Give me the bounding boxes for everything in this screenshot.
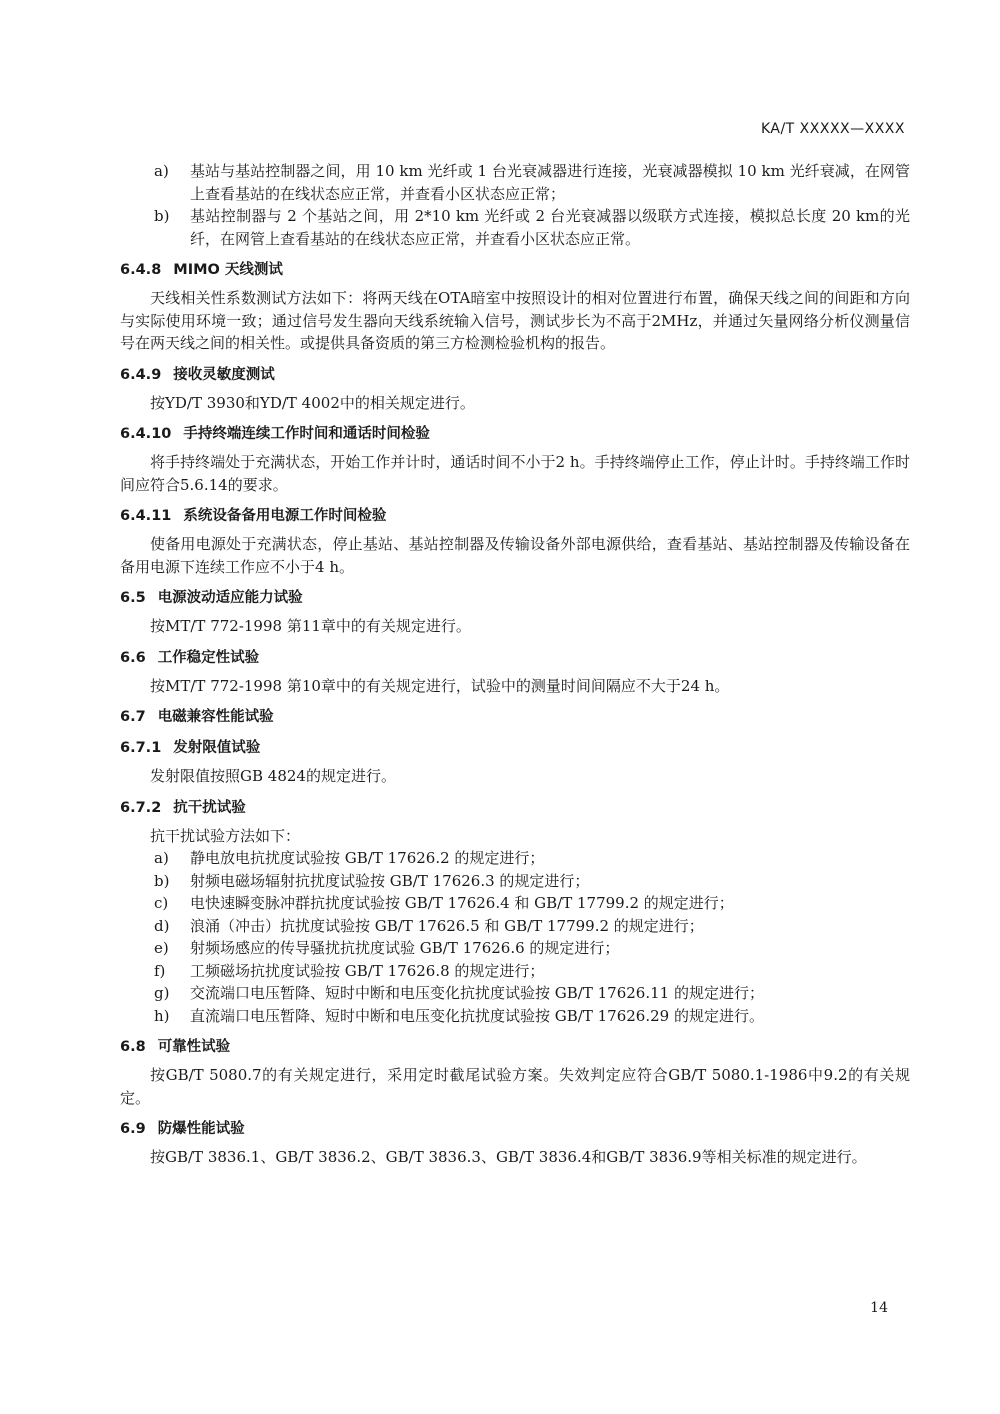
section-paragraph: 按GB/T 3836.1、GB/T 3836.2、GB/T 3836.3、GB/T 3836.4和GB/T 3836.9等相关标准的规定进行。 <box>150 1148 867 1166</box>
section-title: 发射限值试验 <box>173 740 261 756</box>
section-number: 6.5 <box>120 590 146 606</box>
list-marker: d) <box>154 916 170 935</box>
section-title: 可靠性试验 <box>157 1039 231 1055</box>
list-text: 交流端口电压暂降、短时中断和电压变化抗扰度试验按 GB/T 17626.11 的规定进行； <box>190 984 764 1002</box>
section-number: 6.9 <box>120 1121 146 1137</box>
section-paragraph: 使备用电源处于充满状态，停止基站、基站控制器及传输设备外部电源供给，查看基站、基站控制器及传输设备在备用电源下连续工作应不小于4 h。 <box>120 535 910 576</box>
section-heading <box>120 647 910 669</box>
section-title: MIMO 天线测试 <box>173 262 283 278</box>
section-heading <box>120 259 910 281</box>
section-paragraph: 按YD/T 3930和YD/T 4002中的相关规定进行。 <box>150 393 475 412</box>
list-marker: b) <box>154 207 170 225</box>
section-paragraph: 发射限值按照GB 4824的规定进行。 <box>150 767 396 785</box>
list-text: 射频场感应的传导骚扰抗扰度试验 GB/T 17626.6 的规定进行； <box>190 939 620 957</box>
list-text: 静电放电抗扰度试验按 GB/T 17626.2 的规定进行； <box>190 849 545 867</box>
section-heading <box>120 587 910 609</box>
list-marker: f) <box>154 961 166 980</box>
section-heading <box>120 706 910 728</box>
section-title: 接收灵敏度测试 <box>173 366 275 383</box>
section-title: 电磁兼容性能试验 <box>157 709 274 725</box>
section-paragraph: 抗干扰试验方法如下： <box>150 826 301 845</box>
section-number: 6.4.10 <box>120 426 172 442</box>
list-text: 直流端口电压暂降、短时中断和电压变化抗扰度试验按 GB/T 17626.29 的规定进行。 <box>190 1006 764 1025</box>
list-marker: e) <box>154 939 169 957</box>
list-marker: h) <box>154 1006 170 1025</box>
list-marker: b) <box>154 871 170 890</box>
section-heading <box>120 364 910 386</box>
section-title: 防爆性能试验 <box>157 1121 245 1137</box>
document-code: KA/T XXXXX—XXXX <box>760 121 905 137</box>
section-number: 6.7.2 <box>120 799 162 816</box>
list-item <box>120 937 910 960</box>
list-text: 基站与基站控制器之间，用 10 km 光纤或 1 台光衰减器进行连接，光衰减器模拟 10 km 光纤衰减，在网管上查看基站的在线状态应正常，并查看小区状态应正常； <box>190 162 910 203</box>
section-heading <box>120 737 910 759</box>
list-item <box>120 960 910 983</box>
section-number: 6.4.9 <box>120 366 162 383</box>
list-marker: g) <box>154 984 170 1002</box>
section-number: 6.8 <box>120 1039 146 1055</box>
list-item <box>120 870 910 893</box>
section-paragraph: 按GB/T 5080.7的有关规定进行，采用定时截尾试验方案。失效判定应符合GB/T 5080.1-1986中9.2的有关规定。 <box>120 1066 910 1107</box>
list-item <box>120 982 910 1005</box>
section-heading <box>120 423 910 445</box>
list-item <box>120 205 910 250</box>
list-marker: a) <box>154 849 169 867</box>
section-number: 6.4.11 <box>120 508 172 524</box>
section-number: 6.7 <box>120 709 146 725</box>
list-text: 电快速瞬变脉冲群抗扰度试验按 GB/T 17626.4 和 GB/T 17799.2 的规定进行； <box>190 894 734 912</box>
section-paragraph: 按MT/T 772-1998 第10章中的有关规定进行，试验中的测量时间间隔应不大于24 h。 <box>150 676 730 695</box>
list-marker: a) <box>154 162 169 180</box>
section-heading <box>120 505 910 527</box>
document-body <box>120 160 910 1169</box>
section-heading <box>120 797 910 819</box>
section-heading <box>120 1118 910 1140</box>
section-paragraph: 按MT/T 772-1998 第11章中的有关规定进行。 <box>150 617 471 635</box>
list-marker: c) <box>154 894 169 912</box>
section-number: 6.7.1 <box>120 740 162 756</box>
section-title: 电源波动适应能力试验 <box>157 590 303 606</box>
list-item <box>120 847 910 870</box>
section-title: 系统设备备用电源工作时间检验 <box>183 508 387 524</box>
section-title: 抗干扰试验 <box>173 799 246 816</box>
list-text: 浪涌（冲击）抗扰度试验按 GB/T 17626.5 和 GB/T 17799.2 的规定进行； <box>190 916 704 935</box>
section-heading <box>120 1036 910 1058</box>
section-paragraph: 天线相关性系数测试方法如下：将两天线在OTA暗室中按照设计的相对位置进行布置，确保天线之间的间距和方向与实际使用环境一致；通过信号发生器向天线系统输入信号，测试步长为不高于2MHz，并通过矢量网络分析仪测量信号在两天线之间的相关性。或提供具备资质的第三方检测检验机构的报告。 <box>120 289 910 352</box>
list-item <box>120 160 910 205</box>
list-item <box>120 1005 910 1028</box>
list-text: 工频磁场抗扰度试验按 GB/T 17626.8 的规定进行； <box>190 961 545 980</box>
section-number: 6.6 <box>120 649 146 666</box>
list-text: 基站控制器与 2 个基站之间，用 2*10 km 光纤或 2 台光衰减器以级联方式连接，模拟总长度 20 km的光纤，在网管上查看基站的在线状态应正常，并查看小区状态应正常。 <box>190 207 910 248</box>
section-title: 工作稳定性试验 <box>157 649 260 666</box>
section-number: 6.4.8 <box>120 262 162 278</box>
page-number: 14 <box>870 1300 888 1316</box>
list-item <box>120 892 910 915</box>
list-item <box>120 915 910 938</box>
section-title: 手持终端连续工作时间和通话时间检验 <box>183 426 430 442</box>
section-paragraph: 将手持终端处于充满状态，开始工作并计时，通话时间不小于2 h。手持终端停止工作，停止计时。手持终端工作时间应符合5.6.14的要求。 <box>120 453 910 494</box>
list-text: 射频电磁场辐射抗扰度试验按 GB/T 17626.3 的规定进行； <box>190 871 590 890</box>
